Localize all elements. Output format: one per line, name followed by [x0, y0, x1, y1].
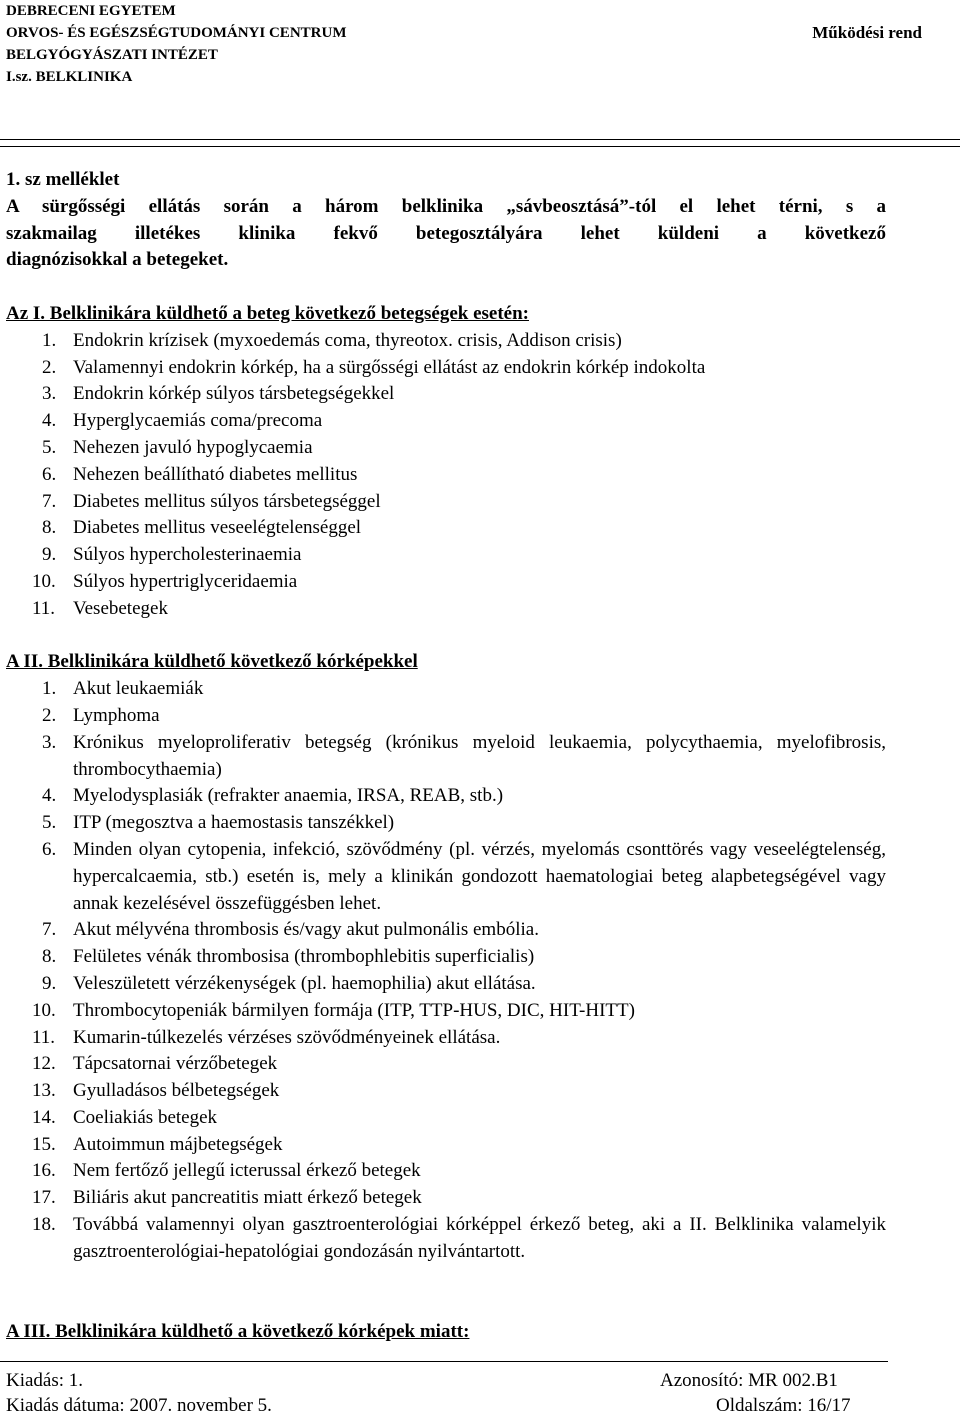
list-item-text: Felületes vénák thrombosisa (thrombophlebitis superficialis) — [73, 946, 535, 968]
header-divider-top — [0, 139, 960, 140]
list-item-text: Hyperglycaemiás coma/precoma — [73, 410, 323, 432]
list-item-text: Myelodysplasiák (refrakter anaemia, IRSA, REAB, stb.) — [73, 785, 504, 807]
list-item — [6, 1132, 886, 1159]
list-item-number: 2. — [42, 704, 57, 726]
list-item — [6, 944, 886, 971]
list-item-text: Gyulladásos bélbetegségek — [73, 1080, 280, 1102]
list-item — [6, 515, 886, 542]
list-item-text: Lymphoma — [73, 704, 160, 726]
spacer — [6, 1266, 886, 1320]
list-item-text: Valamennyi endokrin kórkép, ha a sürgősségi ellátást az endokrin kórkép indokolta — [73, 356, 706, 378]
spacer — [6, 623, 886, 650]
intro-line-3: diagnózisokkal a betegeket. — [6, 249, 229, 271]
list-item-number: 18. — [32, 1214, 56, 1236]
document-header-left — [6, 0, 346, 88]
list-item — [6, 1051, 886, 1078]
list-item-number: 11. — [32, 597, 56, 619]
list-item — [6, 1078, 886, 1105]
list-item-number: 5. — [42, 436, 57, 458]
list-item-text: ITP (megosztva a haemostasis tanszékkel) — [73, 812, 395, 834]
spacer — [6, 274, 886, 301]
list-item-text: Nehezen javuló hypoglycaemia — [73, 436, 313, 458]
list-item-number: 12. — [32, 1053, 56, 1075]
list-item-number: 8. — [42, 517, 57, 539]
list-item-text: Thrombocytopeniák bármilyen formája (ITP, TTP-HUS, DIC, HIT-HITT) — [73, 999, 635, 1021]
header-divider-bottom — [0, 146, 960, 147]
list-item — [6, 917, 886, 944]
footer-divider — [0, 1361, 888, 1362]
list-item-number: 6. — [42, 838, 57, 860]
list-item — [6, 998, 886, 1025]
list-item-text: Coeliakiás betegek — [73, 1106, 218, 1128]
intro-paragraph — [6, 194, 886, 274]
intro-line-2: szakmailag illetékes klinika fekvő betegosztályára lehet küldeni a következő — [6, 222, 886, 244]
list-item-text: Endokrin krízisek (myxoedemás coma, thyreotox. crisis, Addison crisis) — [73, 329, 622, 351]
list-item-number: 4. — [42, 785, 57, 807]
list-item — [6, 355, 886, 382]
list-item-number: 6. — [42, 463, 57, 485]
list-item-number: 9. — [42, 972, 57, 994]
list-item-text: Akut leukaemiák — [73, 678, 204, 700]
annex-title: 1. sz melléklet — [6, 169, 120, 190]
list-item — [6, 676, 886, 703]
list-item-text: Kumarin-túlkezelés vérzéses szövődményeinek ellátása. — [73, 1026, 501, 1048]
list-item-text: Biliáris akut pancreatitis miatt érkező betegek — [73, 1187, 422, 1209]
section-3-heading: A III. Belklinikára küldhető a következő kórképek miatt: — [6, 1321, 470, 1343]
footer-edition: Kiadás: 1. — [6, 1370, 84, 1391]
footer-page-number: Oldalszám: 16/17 — [716, 1395, 851, 1416]
section-1-heading: Az I. Belklinikára küldhető a beteg következő betegségek esetén: — [6, 302, 529, 324]
list-item-text: Diabetes mellitus súlyos társbetegséggel — [73, 490, 381, 512]
list-item-number: 3. — [42, 731, 57, 753]
list-item-number: 7. — [42, 919, 57, 941]
list-item-number: 7. — [42, 490, 57, 512]
list-item-text: Nem fertőző jellegű icterussal érkező betegek — [73, 1160, 421, 1182]
list-item — [6, 542, 886, 569]
list-item-number: 15. — [32, 1133, 56, 1155]
list-item-text: Autoimmun májbetegségek — [73, 1133, 283, 1155]
list-item-number: 10. — [32, 999, 56, 1021]
list-item — [6, 328, 886, 355]
list-item-text: Vesebetegek — [73, 597, 168, 619]
list-item — [6, 381, 886, 408]
list-item — [6, 596, 886, 623]
list-item-text: Minden olyan cytopenia, infekció, szövődmény (pl. vérzés, myelomás csonttörés vagy veseelégtelenség, hypercalcaemia, stb.) esetén is, mely a klinikán gondozott haematologiai beteg alapbetegségével vagy annak kezelésével összefüggésben lehet. — [73, 838, 886, 914]
list-item-text: Tápcsatornai vérzőbetegek — [73, 1053, 278, 1075]
list-item — [6, 489, 886, 516]
header-university: DEBRECENI EGYETEM — [6, 3, 176, 19]
list-item-text: Krónikus myeloproliferativ betegség (krónikus myeloid leukaemia, polycythaemia, myelofibrosis, thrombocythaemia) — [73, 731, 886, 780]
list-item — [6, 703, 886, 730]
list-item-number: 14. — [32, 1106, 56, 1128]
list-item-number: 8. — [42, 946, 57, 968]
list-item — [6, 971, 886, 998]
list-item-number: 11. — [32, 1026, 56, 1048]
footer-identifier: Azonosító: MR 002.B1 — [660, 1370, 838, 1391]
list-item — [6, 783, 886, 810]
header-center: ORVOS- ÉS EGÉSZSÉGTUDOMÁNYI CENTRUM — [6, 25, 347, 41]
list-item-text: Akut mélyvéna thrombosis és/vagy akut pulmonális embólia. — [73, 919, 539, 941]
list-item — [6, 1212, 886, 1266]
list-item — [6, 810, 886, 837]
list-item-number: 3. — [42, 383, 57, 405]
list-item-number: 13. — [32, 1080, 56, 1102]
section-2-heading: A II. Belklinikára küldhető következő kórképekkel — [6, 651, 418, 673]
list-item-number: 9. — [42, 544, 57, 566]
list-item — [6, 1158, 886, 1185]
list-item-text: Veleszületett vérzékenységek (pl. haemophilia) akut ellátása. — [73, 972, 536, 994]
list-item-number: 1. — [42, 329, 57, 351]
list-item — [6, 730, 886, 784]
section-2-list — [6, 676, 886, 1266]
list-item — [6, 1025, 886, 1052]
list-item-text: Súlyos hypercholesterinaemia — [73, 544, 302, 566]
list-item — [6, 1105, 886, 1132]
list-item — [6, 462, 886, 489]
intro-line-1: A sürgősségi ellátás során a három belklinika „sávbeosztásá”-tól el lehet térni, s a — [6, 195, 886, 217]
footer-edition-date: Kiadás dátuma: 2007. november 5. — [6, 1395, 272, 1416]
list-item-number: 16. — [32, 1160, 56, 1182]
list-item-number: 5. — [42, 812, 57, 834]
list-item — [6, 1185, 886, 1212]
list-item-text: Nehezen beállítható diabetes mellitus — [73, 463, 358, 485]
list-item-number: 2. — [42, 356, 57, 378]
list-item — [6, 837, 886, 917]
section-1-list — [6, 328, 886, 623]
list-item — [6, 435, 886, 462]
list-item-number: 4. — [42, 410, 57, 432]
list-item-number: 17. — [32, 1187, 56, 1209]
header-clinic: I.sz. BELKLINIKA — [6, 69, 133, 85]
list-item — [6, 569, 886, 596]
list-item — [6, 408, 886, 435]
page-content — [6, 167, 886, 1346]
header-document-type: Működési rend — [812, 23, 922, 42]
header-institute: BELGYÓGYÁSZATI INTÉZET — [6, 47, 218, 63]
list-item-number: 1. — [42, 678, 57, 700]
list-item-text: Továbbá valamennyi olyan gasztroenterológiai kórképpel érkező beteg, aki a II. Belklinika valamelyik gasztroenterológiai-hepatológiai gondozásán nyilvántartott. — [73, 1214, 886, 1262]
list-item-text: Endokrin kórkép súlyos társbetegségekkel — [73, 383, 395, 405]
list-item-text: Diabetes mellitus veseelégtelenséggel — [73, 517, 362, 539]
list-item-text: Súlyos hypertriglyceridaemia — [73, 570, 298, 592]
list-item-number: 10. — [32, 570, 56, 592]
